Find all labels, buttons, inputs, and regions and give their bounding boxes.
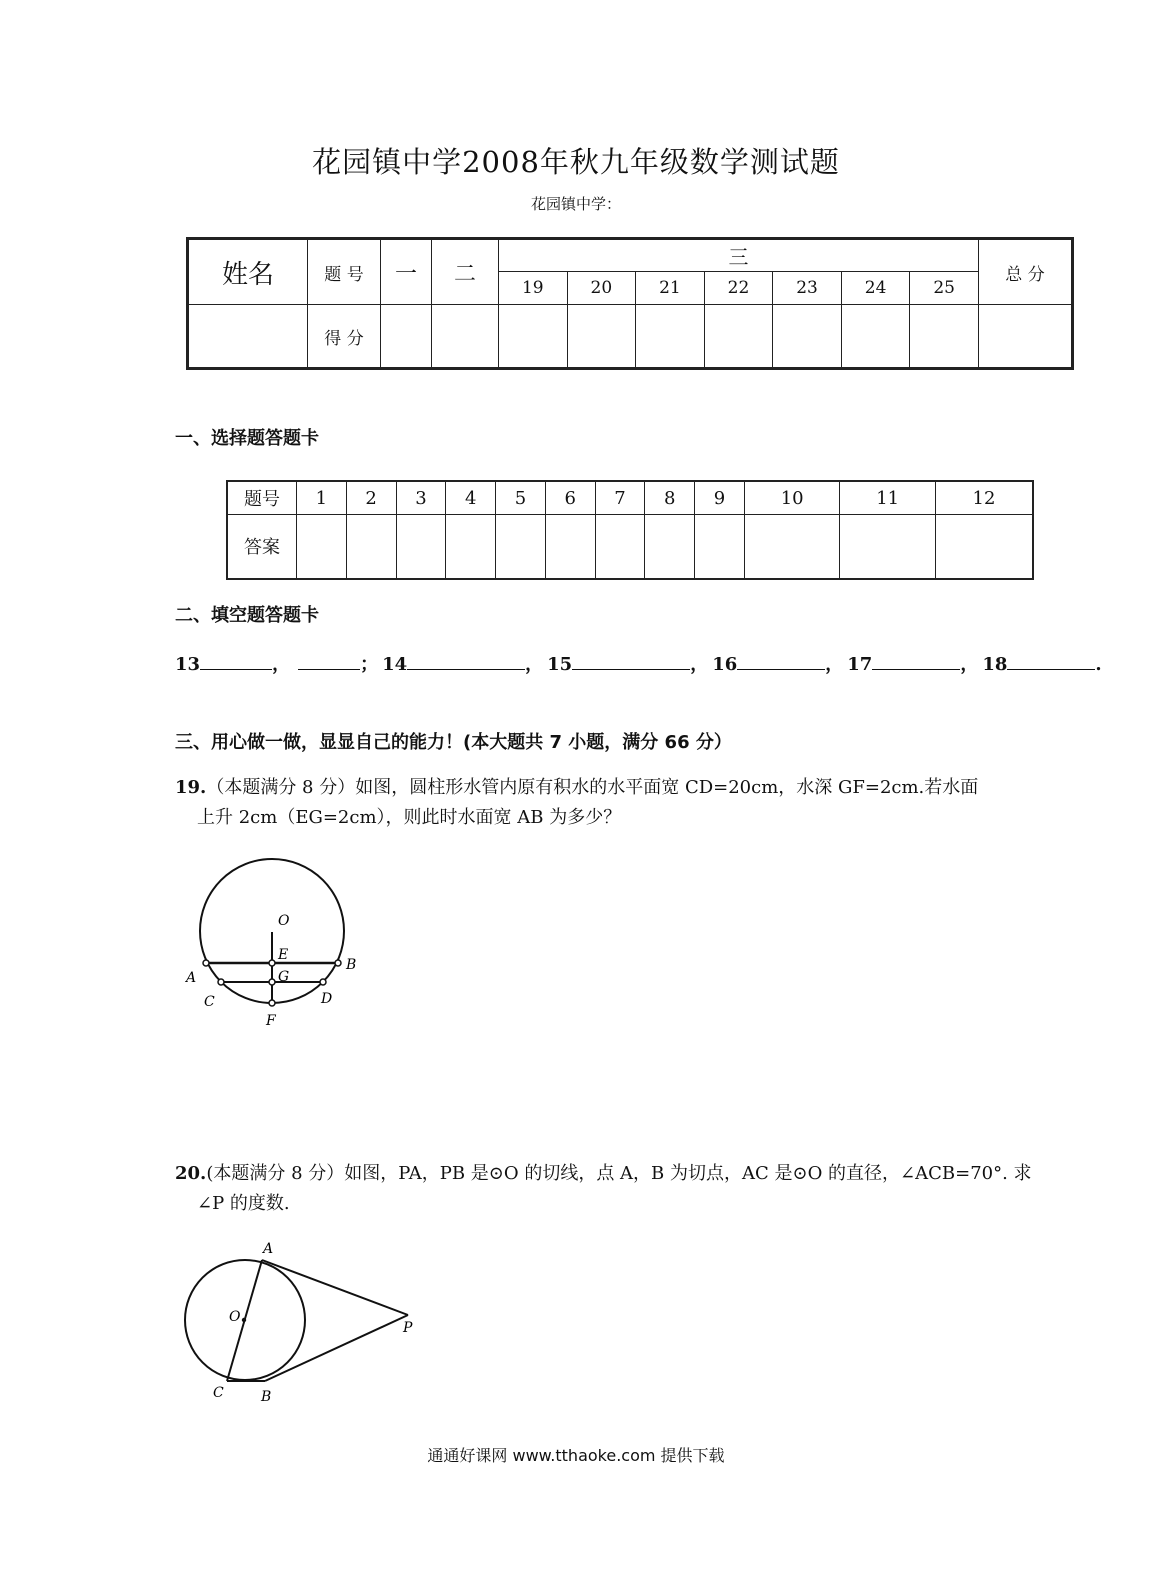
problem-19-text-line2: 上升 2cm（EG=2cm），则此时水面宽 AB 为多少？ <box>197 807 622 828</box>
section2-heading: 二、填空题答题卡 <box>175 605 319 626</box>
label-b: B <box>261 1389 272 1405</box>
blank-label-14: 14 <box>382 654 408 675</box>
answer-cell[interactable] <box>297 515 347 579</box>
question-number: 8 <box>645 481 695 515</box>
point-f <box>269 1000 275 1006</box>
blank-15[interactable] <box>572 651 690 670</box>
blank-label-16: 16 <box>712 654 738 675</box>
question-number: 4 <box>446 481 496 515</box>
label-p: P <box>403 1320 413 1336</box>
blank-13b[interactable] <box>298 651 360 670</box>
sub-number: 19 <box>499 272 568 305</box>
blank-13a[interactable] <box>200 651 272 670</box>
sub-number: 24 <box>841 272 910 305</box>
problem-20-text-line2: ∠P 的度数. <box>197 1193 290 1214</box>
score-table <box>186 237 1074 370</box>
section-three-header: 三 <box>499 239 979 272</box>
score-cell[interactable] <box>910 305 979 369</box>
point-c <box>218 979 224 985</box>
separator: ； <box>360 654 379 675</box>
blank-14[interactable] <box>407 651 525 670</box>
answer-cell[interactable] <box>744 515 840 579</box>
label-g: G <box>278 969 290 985</box>
score-cell[interactable] <box>773 305 842 369</box>
label-a: A <box>263 1241 274 1257</box>
center-o <box>242 1318 246 1322</box>
answer-cell[interactable] <box>840 515 936 579</box>
end-mark: . <box>1095 654 1102 675</box>
point-a <box>203 960 209 966</box>
score-cell[interactable] <box>704 305 773 369</box>
question-number: 9 <box>695 481 745 515</box>
tangent-pb <box>265 1315 408 1381</box>
score-cell[interactable] <box>841 305 910 369</box>
question-number: 11 <box>840 481 936 515</box>
answer-cell[interactable] <box>446 515 496 579</box>
problem-20-text-line1: (本题满分 8 分）如图，PA，PB 是⊙O 的切线，点 A，B 为切点，AC 是⊙O 的直径，∠ACB=70°. 求 <box>206 1163 1032 1184</box>
separator: ， <box>825 654 844 675</box>
question-number: 5 <box>496 481 546 515</box>
sub-number: 20 <box>567 272 636 305</box>
answer-cell[interactable] <box>346 515 396 579</box>
question-number: 7 <box>595 481 645 515</box>
page-title: 花园镇中学2008年秋九年级数学测试题 <box>312 145 840 179</box>
question-number: 1 <box>297 481 347 515</box>
score-cell[interactable] <box>381 305 432 369</box>
sub-number: 22 <box>704 272 773 305</box>
label-f: F <box>266 1013 276 1029</box>
answer-row-label-question: 题号 <box>227 481 297 515</box>
problem-20 <box>175 1159 1090 1219</box>
question-number: 12 <box>935 481 1033 515</box>
row-label-question: 题 号 <box>308 239 381 305</box>
sub-number: 21 <box>636 272 705 305</box>
answer-cell[interactable] <box>645 515 695 579</box>
point-e <box>269 960 275 966</box>
section1-heading: 一、选择题答题卡 <box>175 428 319 449</box>
name-label: 姓名 <box>188 239 308 305</box>
problem-20-number: 20. <box>175 1163 207 1184</box>
label-d: D <box>321 991 333 1007</box>
section-one-header: 一 <box>381 239 432 305</box>
answer-cell[interactable] <box>595 515 645 579</box>
blank-18[interactable] <box>1007 651 1095 670</box>
sub-number: 23 <box>773 272 842 305</box>
point-d <box>320 979 326 985</box>
page-footer: 通通好课网 www.tthaoke.com 提供下载 <box>427 1446 725 1465</box>
blank-label-15: 15 <box>547 654 573 675</box>
total-label: 总 分 <box>979 239 1073 305</box>
section3-heading: 三、用心做一做，显显自己的能力！(本大题共 7 小题，满分 66 分） <box>175 732 732 753</box>
row-label-score: 得 分 <box>308 305 381 369</box>
problem-19 <box>175 773 1090 833</box>
problem-19-number: 19. <box>175 777 207 798</box>
score-cell[interactable] <box>432 305 499 369</box>
question-number: 3 <box>396 481 446 515</box>
problem-19-text-line1: （本题满分 8 分）如图，圆柱形水管内原有积水的水平面宽 CD=20cm，水深 GF=2cm.若水面 <box>206 777 979 798</box>
separator: ， <box>272 654 291 675</box>
section-two-header: 二 <box>432 239 499 305</box>
total-score-cell[interactable] <box>979 305 1073 369</box>
separator: ， <box>690 654 709 675</box>
page-subtitle: 花园镇中学： <box>530 195 621 213</box>
label-b: B <box>346 957 357 973</box>
question-number: 10 <box>744 481 840 515</box>
answer-table <box>226 480 1034 580</box>
blank-label-18: 18 <box>982 654 1008 675</box>
answer-cell[interactable] <box>496 515 546 579</box>
question-number: 6 <box>545 481 595 515</box>
separator: ， <box>960 654 979 675</box>
blank-17[interactable] <box>872 651 960 670</box>
label-e: E <box>278 947 289 963</box>
separator: ， <box>525 654 544 675</box>
point-b <box>335 960 341 966</box>
label-o: O <box>278 913 290 929</box>
name-cell[interactable] <box>188 305 308 369</box>
blank-label-13: 13 <box>175 654 201 675</box>
answer-cell[interactable] <box>695 515 745 579</box>
label-c: C <box>204 994 215 1010</box>
blank-16[interactable] <box>737 651 825 670</box>
label-c: C <box>213 1385 224 1401</box>
question-number: 2 <box>346 481 396 515</box>
point-g <box>269 979 275 985</box>
answer-row-label-answer: 答案 <box>227 515 297 579</box>
tangent-pa <box>262 1260 408 1315</box>
label-a: A <box>186 970 197 986</box>
fill-blank-line <box>175 650 1102 676</box>
problem-19-figure <box>180 855 360 1035</box>
answer-cell[interactable] <box>396 515 446 579</box>
sub-number: 25 <box>910 272 979 305</box>
answer-cell[interactable] <box>545 515 595 579</box>
score-cell[interactable] <box>499 305 568 369</box>
label-o: O <box>229 1309 241 1325</box>
score-cell[interactable] <box>636 305 705 369</box>
score-cell[interactable] <box>567 305 636 369</box>
blank-label-17: 17 <box>847 654 873 675</box>
answer-cell[interactable] <box>935 515 1033 579</box>
problem-20-figure <box>175 1235 435 1410</box>
